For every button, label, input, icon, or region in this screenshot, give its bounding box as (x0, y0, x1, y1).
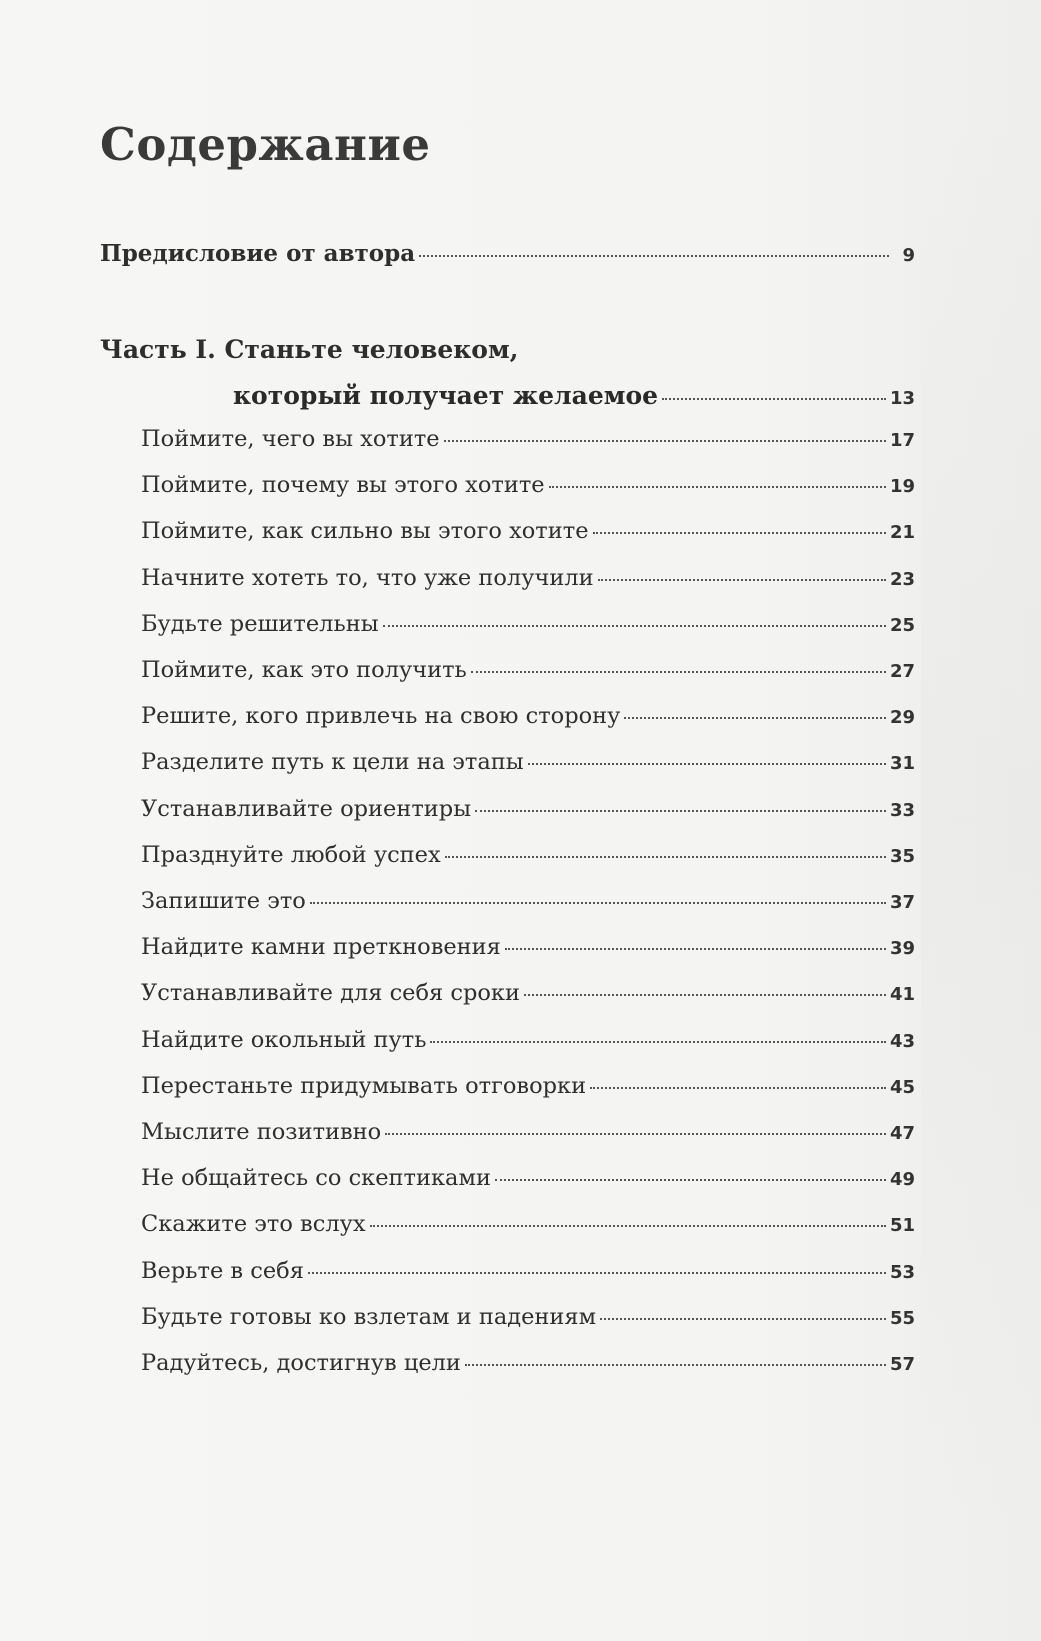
dot-leader (524, 994, 886, 996)
dot-leader (444, 440, 886, 442)
toc-entry (141, 611, 915, 637)
toc-entry-label: Поймите, почему вы этого хотите (141, 472, 545, 499)
toc-entry-page: 23 (889, 568, 915, 590)
toc-entry-page: 35 (889, 845, 915, 867)
toc-entry-label: Верьте в себя (141, 1257, 304, 1284)
dot-leader (308, 1272, 886, 1274)
toc-entry (141, 472, 915, 498)
toc-entry-label: Поймите, как это получить (141, 657, 467, 683)
toc-entry-page: 39 (889, 938, 915, 960)
toc-entry-label: Запишите это (141, 888, 306, 914)
toc-part1-page: 13 (889, 388, 915, 409)
part-heading-line2: который получает желаемое (233, 381, 659, 410)
toc-entry (141, 1350, 915, 1376)
dot-leader (385, 1133, 886, 1135)
bleed-through-shadow (921, 120, 1041, 1520)
toc-entry (141, 749, 915, 775)
toc-entry-page: 17 (889, 430, 915, 451)
toc-preface-label: Предисловие от автора (100, 240, 416, 267)
toc-entry-label: Будьте решительны (141, 610, 379, 637)
toc-entry-page: 33 (889, 799, 915, 821)
toc-entry-label: Будьте готовы ко взлетам и падениям (141, 1303, 597, 1330)
toc-entry-label: Поймите, чего вы хотите (141, 426, 440, 452)
dot-leader (471, 671, 886, 673)
toc-part1 (233, 381, 915, 410)
dot-leader (600, 1318, 886, 1320)
toc-entry-page: 31 (889, 753, 915, 775)
toc-entry (141, 842, 915, 868)
toc-entry-page: 37 (889, 892, 915, 913)
toc-entry-label: Радуйтесь, достигнув цели (141, 1350, 461, 1376)
toc-entry (141, 1304, 915, 1330)
toc-entry-label: Празднуйте любой успех (141, 841, 441, 868)
toc-entry-page: 53 (889, 1261, 915, 1283)
dot-leader (475, 810, 886, 812)
toc-entry (141, 565, 915, 591)
toc-entry (141, 796, 915, 822)
dot-leader (310, 902, 886, 904)
dot-leader (590, 1087, 886, 1089)
toc-entry-label: Разделите путь к цели на этапы (141, 749, 524, 776)
toc-entry-page: 41 (889, 984, 915, 1006)
toc-entry-label: Найдите окольный путь (141, 1026, 427, 1053)
toc-entry (141, 888, 915, 914)
dot-leader (662, 398, 886, 400)
toc-preface-page: 9 (902, 245, 915, 266)
toc-entry (141, 1073, 915, 1099)
dot-leader (419, 255, 889, 257)
toc-entry-page: 27 (889, 661, 915, 682)
dot-leader (383, 625, 886, 627)
toc-entry-label: Перестаньте придумывать отговорки (141, 1072, 587, 1099)
toc-entry-page: 51 (889, 1215, 915, 1237)
toc-entry-page: 25 (889, 614, 915, 636)
toc-entry (141, 703, 915, 729)
toc-entry-label: Начните хотеть то, что уже получили (141, 564, 594, 591)
part-heading-line1: Часть I. Станьте человеком, (100, 335, 519, 364)
toc-entry-label: Мыслите позитивно (141, 1119, 382, 1145)
toc-entry-label: Устанавливайте ориентиры (141, 795, 472, 822)
toc-entry-page: 19 (889, 476, 915, 498)
dot-leader (624, 717, 886, 719)
page-title: Содержание (100, 118, 431, 171)
dot-leader (495, 1179, 886, 1181)
toc-entry-page: 49 (889, 1169, 915, 1191)
dot-leader (505, 948, 886, 950)
toc-entry-page: 57 (889, 1354, 915, 1375)
toc-entry (141, 657, 915, 683)
toc-entry-page: 45 (889, 1076, 915, 1098)
dot-leader (598, 579, 886, 581)
toc-entry (141, 518, 915, 544)
dot-leader (593, 532, 886, 534)
toc-entry (141, 426, 915, 452)
toc-entry (141, 934, 915, 960)
toc-entry-label: Найдите камни преткновения (141, 934, 501, 961)
toc-entry-page: 47 (889, 1123, 915, 1144)
dot-leader (445, 856, 886, 858)
toc-entry-label: Поймите, как сильно вы этого хотите (141, 518, 589, 545)
toc-entry-page: 21 (889, 522, 915, 544)
toc-entry-label: Не общайтесь со скептиками (141, 1165, 491, 1192)
dot-leader (370, 1225, 886, 1227)
dot-leader (549, 486, 886, 488)
toc-preface (100, 240, 915, 267)
toc-entry (141, 1211, 915, 1237)
toc-entry (141, 980, 915, 1006)
toc-entry (141, 1258, 915, 1284)
toc-entry (141, 1119, 915, 1145)
dot-leader (528, 763, 886, 765)
toc-entry-page: 29 (889, 707, 915, 729)
dot-leader (465, 1364, 886, 1366)
toc-entry-page: 43 (889, 1030, 915, 1052)
dot-leader (430, 1041, 885, 1043)
toc-entry (141, 1027, 915, 1053)
toc-entry-label: Устанавливайте для себя сроки (141, 980, 520, 1007)
toc-entry-label: Скажите это вслух (141, 1211, 366, 1238)
toc-entry-page: 55 (889, 1307, 915, 1329)
toc-entry-label: Решите, кого привлечь на свою сторону (141, 703, 621, 730)
toc-entry (141, 1165, 915, 1191)
